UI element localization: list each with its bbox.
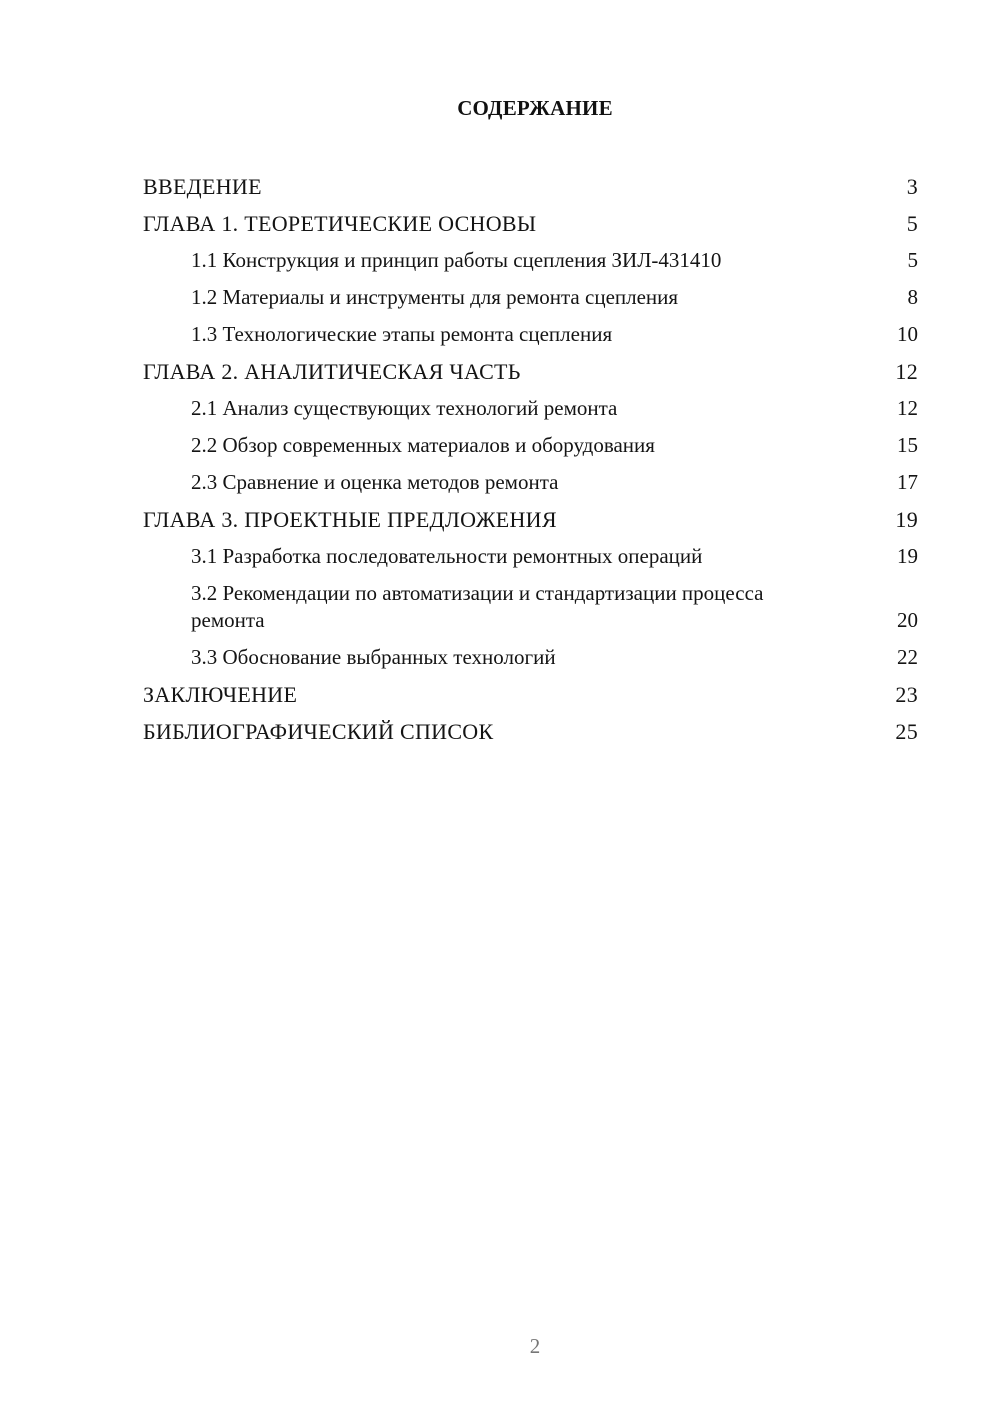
toc-entry-page: 17 — [897, 470, 918, 494]
toc-entry-page: 3 — [906, 174, 918, 199]
toc-entry-label: 1.2 Материалы и инструменты для ремонта сцепления — [191, 285, 679, 309]
toc-entry-section-3-2[interactable] — [143, 575, 918, 639]
toc-entry-label: 2.2 Обзор современных материалов и оборудования — [191, 433, 655, 457]
toc-entry-label: ГЛАВА 1. ТЕОРЕТИЧЕСКИЕ ОСНОВЫ — [143, 211, 537, 236]
toc-entry-label: ЗАКЛЮЧЕНИЕ — [143, 682, 298, 707]
toc-entry-bibliography[interactable] — [143, 713, 918, 750]
toc-entry-page: 25 — [895, 719, 918, 744]
toc-entry-page: 5 — [906, 211, 918, 236]
toc-entry-label: 1.1 Конструкция и принцип работы сцепления ЗИЛ-431410 — [191, 248, 722, 272]
toc-entry-page: 15 — [897, 433, 918, 457]
toc-entry-page: 8 — [907, 285, 918, 309]
toc-entry-page: 12 — [895, 359, 918, 384]
toc-entry-page: 10 — [897, 322, 918, 346]
toc-entry-page: 22 — [897, 645, 918, 669]
toc-entry-label: 1.3 Технологические этапы ремонта сцепления — [191, 322, 613, 346]
toc-entry-page: 20 — [897, 608, 918, 632]
toc-entry-conclusion[interactable] — [143, 676, 918, 713]
toc-entry-introduction[interactable] — [143, 168, 918, 205]
toc-entry-label: 3.3 Обоснование выбранных технологий — [191, 645, 556, 669]
toc-entry-chapter-2[interactable] — [143, 353, 918, 390]
toc-entry-label: 3.2 Рекомендации по автоматизации и стандартизации процесса ремонта — [191, 581, 764, 632]
toc-entry-page: 5 — [907, 248, 918, 272]
toc-entry-section-3-1[interactable] — [143, 538, 918, 575]
toc-entry-section-1-3[interactable] — [143, 316, 918, 353]
toc-entry-section-1-1[interactable] — [143, 242, 918, 279]
toc-entry-page: 23 — [895, 682, 918, 707]
toc-entry-label: ГЛАВА 3. ПРОЕКТНЫЕ ПРЕДЛОЖЕНИЯ — [143, 507, 557, 532]
toc-entry-label: 2.3 Сравнение и оценка методов ремонта — [191, 470, 559, 494]
toc-title: СОДЕРЖАНИЕ — [457, 96, 613, 120]
toc-entry-label: БИБЛИОГРАФИЧЕСКИЙ СПИСОК — [143, 719, 494, 744]
toc-entry-section-1-2[interactable] — [143, 279, 918, 316]
page-number: 2 — [529, 1334, 541, 1358]
toc-entry-label: ВВЕДЕНИЕ — [143, 174, 262, 199]
toc-entry-section-2-1[interactable] — [143, 390, 918, 427]
toc-entry-section-2-3[interactable] — [143, 464, 918, 501]
toc-entry-page: 19 — [897, 544, 918, 568]
toc-entry-chapter-3[interactable] — [143, 501, 918, 538]
toc-entry-page: 12 — [897, 396, 918, 420]
toc-entry-chapter-1[interactable] — [143, 205, 918, 242]
toc-entry-label: 2.1 Анализ существующих технологий ремонта — [191, 396, 618, 420]
toc-entry-label: ГЛАВА 2. АНАЛИТИЧЕСКАЯ ЧАСТЬ — [143, 359, 521, 384]
table-of-contents — [143, 168, 918, 750]
toc-entry-section-2-2[interactable] — [143, 427, 918, 464]
toc-entry-page: 19 — [895, 507, 918, 532]
toc-entry-section-3-3[interactable] — [143, 639, 918, 676]
toc-entry-label: 3.1 Разработка последовательности ремонтных операций — [191, 544, 703, 568]
